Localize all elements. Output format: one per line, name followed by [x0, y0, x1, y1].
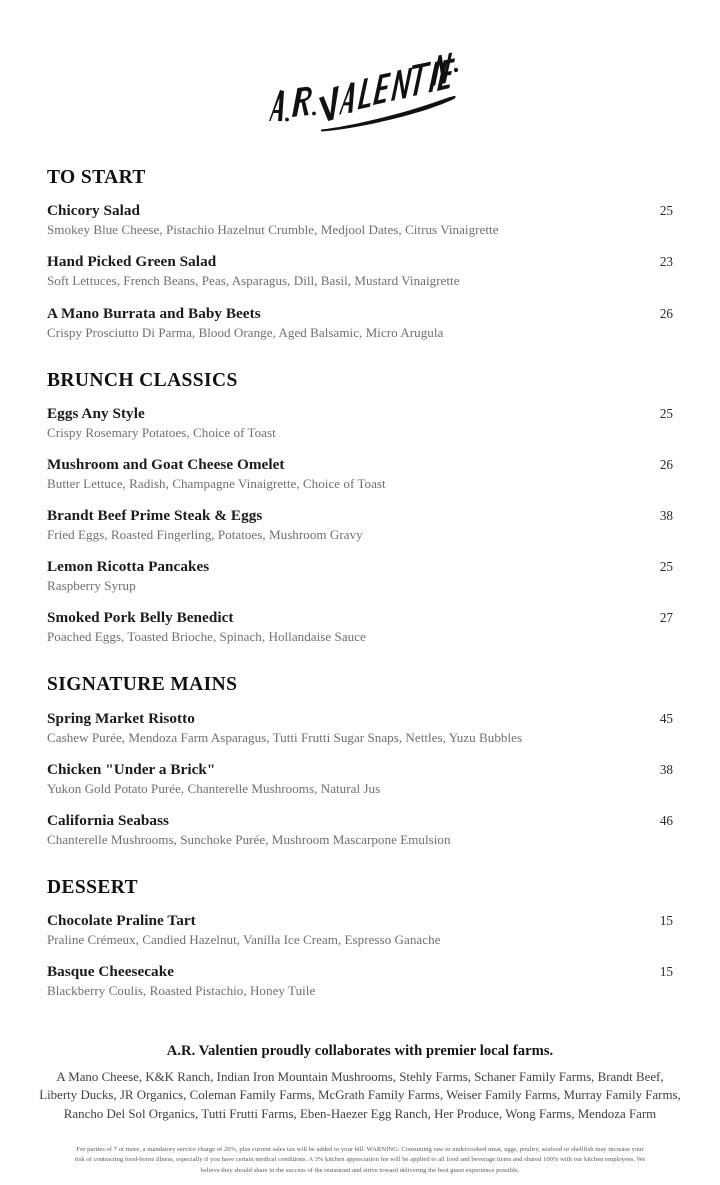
menu-item-name: A Mano Burrata and Baby Beets [47, 304, 261, 322]
menu-item-head [47, 608, 673, 627]
menu-item-price: 45 [659, 710, 673, 726]
menu-item-price: 46 [659, 812, 673, 828]
menu-item-name: Spring Market Risotto [47, 709, 195, 727]
farms-list-line: Rancho Del Sol Organics, Tutti Frutti Farms, Eben-Haezer Egg Ranch, Her Produce, Wong Farms, Mendoza Farm [63, 1106, 657, 1121]
menu-item-head [47, 911, 673, 930]
farms-list-line: A Mano Cheese, K&K Ranch, Indian Iron Mountain Mushrooms, Stehly Farms, Schaner Family Farms, Brandt Beef, [56, 1070, 664, 1085]
menu-item-name: Eggs Any Style [47, 404, 145, 422]
menu-item-name: Chicory Salad [47, 202, 141, 220]
menu-item-price: 23 [659, 254, 673, 270]
menu-item-head [47, 709, 673, 728]
section-title: BRUNCH CLASSICS [47, 369, 238, 391]
local-farms-block [0, 1043, 720, 1123]
menu-section-brunch-classics [47, 371, 673, 646]
menu-item-name: Chocolate Praline Tart [47, 912, 196, 930]
menu-item [47, 506, 673, 543]
menu-item-description: Praline Crémeux, Candied Hazelnut, Vanilla Ice Cream, Espresso Ganache [47, 932, 441, 948]
menu-item-price: 26 [659, 457, 673, 472]
menu-item-price: 25 [659, 559, 673, 575]
menu-item [47, 760, 673, 797]
menu-item-head [47, 252, 673, 271]
ar-valentien-signature-icon [260, 43, 460, 135]
menu-item [47, 557, 673, 594]
menu-item [47, 608, 673, 645]
menu-item-description: Poached Eggs, Toasted Brioche, Spinach, Hollandaise Sauce [47, 629, 366, 645]
farms-list-line: Liberty Ducks, JR Organics, Coleman Family Farms, McGrath Family Farms, Weiser Family Farms, Murray Family Farms, [39, 1088, 681, 1103]
menu-section-to-start [47, 168, 673, 341]
menu-item [47, 252, 673, 289]
section-title: SIGNATURE MAINS [47, 674, 238, 696]
menu-item-name: California Seabass [47, 811, 169, 829]
menu-item-price: 38 [659, 508, 673, 524]
menu-item-description: Butter Lettuce, Radish, Champagne Vinaigrette, Choice of Toast [47, 476, 386, 491]
section-title: TO START [47, 167, 146, 188]
menu-item [47, 709, 673, 746]
menu-item-description: Smokey Blue Cheese, Pistachio Hazelnut Crumble, Medjool Dates, Citrus Vinaigrette [47, 222, 499, 238]
menu-item-description: Crispy Rosemary Potatoes, Choice of Toast [47, 424, 276, 440]
menu-item-price: 27 [659, 610, 673, 626]
menu-item-price: 25 [659, 203, 673, 219]
menu-item-head [47, 811, 673, 830]
menu-item-description: Yukon Gold Potato Purée, Chanterelle Mushrooms, Natural Jus [47, 780, 381, 796]
menu-item [47, 962, 673, 999]
restaurant-logo [0, 0, 720, 168]
menu-item-price: 15 [659, 964, 673, 980]
menu-item-price: 15 [659, 913, 673, 929]
menu-item-name: Mushroom and Goat Cheese Omelet [47, 456, 285, 473]
menu-item-name: Brandt Beef Prime Steak & Eggs [47, 507, 263, 525]
legal-disclaimer: For parties of 7 or more, a mandatory service charge of 20%, plus current sales tax will be added to your bill. WARNING: Consuming raw or undercooked meat, eggs, poultry, seafood or shellfish may increase your risk of contracting food-borne illness, especially if you have certain medical conditions. A 3% kitchen appreciation fee will be applied to all food and beverage items and shared 100% with our kitchen employees. We believe they should share in the success of the restaurant and strive toward delivering the best guest experience possible. [74, 1146, 646, 1174]
menu-item-name: Lemon Ricotta Pancakes [47, 558, 210, 576]
menu-item [47, 811, 673, 848]
menu-section-dessert [47, 878, 673, 1000]
menu-item-description: Raspberry Syrup [47, 578, 136, 594]
menu-section-signature-mains [47, 675, 673, 848]
menu-item-description: Cashew Purée, Mendoza Farm Asparagus, Tutti Frutti Sugar Snaps, Nettles, Yuzu Bubbles [47, 729, 523, 745]
menu-item-head [47, 760, 673, 779]
menu-item [47, 455, 673, 492]
menu-item-description: Crispy Prosciutto Di Parma, Blood Orange, Aged Balsamic, Micro Arugula [47, 324, 444, 340]
menu-item-description: Blackberry Coulis, Roasted Pistachio, Honey Tuile [47, 983, 316, 999]
menu-item-head [47, 557, 673, 576]
menu-item-head [47, 506, 673, 525]
menu-item-price: 25 [659, 405, 673, 421]
menu-item-head [47, 404, 673, 423]
menu-item [47, 404, 673, 441]
menu-item-head [47, 962, 673, 981]
menu-item-name: Chicken "Under a Brick" [47, 760, 216, 778]
menu-item [47, 201, 673, 238]
menu-item-price: 26 [659, 305, 673, 321]
menu-item [47, 304, 673, 341]
section-title: DESSERT [47, 876, 138, 898]
menu-item-name: Smoked Pork Belly Benedict [47, 609, 234, 627]
menu-item-description: Fried Eggs, Roasted Fingerling, Potatoes, Mushroom Gravy [47, 527, 363, 543]
menu-item-name: Basque Cheesecake [47, 963, 174, 981]
menu-item-head [47, 455, 673, 474]
menu-sections [0, 168, 720, 999]
menu-item-name: Hand Picked Green Salad [47, 253, 217, 271]
menu-item [47, 911, 673, 948]
menu-item-description: Chanterelle Mushrooms, Sunchoke Purée, Mushroom Mascarpone Emulsion [47, 831, 451, 847]
menu-item-head [47, 201, 673, 220]
menu-item-head [47, 304, 673, 323]
menu-item-price: 38 [659, 761, 673, 777]
menu-item-description: Soft Lettuces, French Beans, Peas, Asparagus, Dill, Basil, Mustard Vinaigrette [47, 273, 460, 289]
farms-heading: A.R. Valentien proudly collaborates with premier local farms. [166, 1043, 554, 1060]
